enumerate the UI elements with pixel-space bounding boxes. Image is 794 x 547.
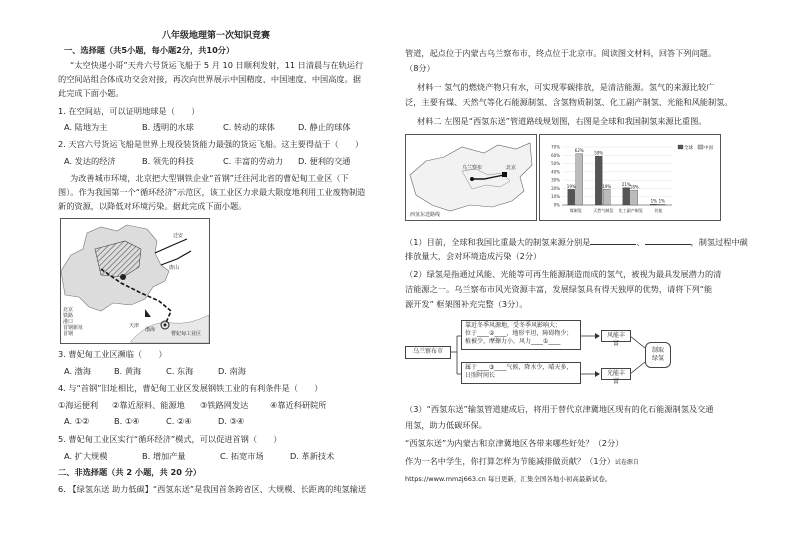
q6-sub3-line-3: “西氢东送”为内蒙古和京津冀地区各带来哪些好处？（2分） (405, 438, 624, 448)
map2-label-end: 北京 (506, 165, 517, 171)
flow-top-line-3: 植被少，摩擦力小，风力____①____ (465, 338, 561, 345)
y-tick-label: 50% (551, 161, 560, 167)
q5-option-d: D. 革新技术 (290, 451, 335, 461)
q6-sub4-note: 试卷源自 (614, 459, 639, 466)
map-label-qianan: 迁安 (173, 233, 184, 239)
bar-value-label: 1% (650, 198, 657, 204)
section-choice-heading: 一、选择题（共5小题，每小题2分，共10分） (64, 45, 235, 55)
legend-swatch (698, 145, 703, 149)
q2-option-b: B. 领先的科技 (142, 156, 194, 166)
bar-value-label: 19% (602, 183, 612, 189)
q2-option-c: C. 丰富的劳动力 (223, 156, 284, 166)
bar (623, 188, 630, 205)
q6-sub2-line-2: 洁能源之一。乌兰察布市风光资源丰富，发展绿氢具有得天独厚的优势，请将下列“能 (405, 284, 713, 294)
bar-value-label: 21% (621, 182, 631, 188)
q5-option-a: A. 扩大规模 (64, 451, 108, 461)
legend-label: 中国 (704, 146, 713, 151)
legend-port: 港口 (63, 319, 74, 325)
energy-development-framework (405, 316, 742, 396)
flow-city-box: 乌兰察布市 (405, 346, 451, 359)
q1-option-a: A. 陆地为主 (64, 122, 108, 132)
q4-option-d: D. ③④ (218, 416, 245, 426)
q6-sub2-line-3: 源开发” 框架图补充完整（3分）。 (405, 299, 528, 309)
flow-top-line-1: 靠近冬季风源地，受冬季风影响大； (465, 322, 562, 329)
map-label-tangshan: 唐山 (169, 265, 180, 271)
map-legend (63, 307, 97, 337)
flow-end-box (645, 342, 671, 368)
flow-end-line-2: 绿氢 (651, 355, 664, 362)
q6-cont-line-1: 管道，起点位于内蒙古乌兰察布市，终点位于北京市。阅读图文材料，回答下列问题。 (405, 48, 717, 58)
q6-sub1-line-2: 排放量大，会对环境造成污染（2分） (405, 251, 542, 261)
intro-line-1: “太空快递小哥”天舟六号货运飞船于 5 月 10 日顺利发射，11 日清晨与在轨运行 (70, 60, 364, 70)
q4-option-b: B. ①④ (114, 416, 140, 426)
legend-new-site: 首钢新址 (63, 325, 84, 331)
q1-option-b: B. 透明的水球 (142, 122, 194, 132)
pipeline-map-drawing (406, 135, 536, 220)
legend-railway: 铁路 (63, 313, 74, 319)
y-tick-label: 40% (551, 169, 560, 175)
q4-statement-1: ①海运便利 (58, 400, 99, 410)
bar-value-label: 19% (566, 183, 576, 189)
hydrogen-source-chart (539, 134, 721, 221)
question-2: 2. 天宫六号货运飞船是世界上现役装货能力最强的货运飞船。这主要得益于（ ） (58, 139, 364, 149)
question-1: 1. 在空间站，可以证明地球是（ ） (58, 106, 200, 116)
q4-option-c: C. ②④ (166, 416, 192, 426)
bar-value-label: 62% (574, 148, 584, 154)
material-2: 材料二 左图是“西氢东送”管道路线规划图，右图是全球和我国制氢来源比重图。 (417, 116, 707, 126)
flow-top-line-2: 位于____②____，地形平坦，障碍物少； (465, 330, 573, 337)
q3-option-d: D. 南海 (218, 366, 246, 376)
q6-sub4 (405, 456, 639, 468)
map-label-bohai: 渤海 (145, 327, 156, 333)
bar (658, 204, 665, 205)
y-tick-label: 10% (551, 194, 560, 200)
material-1-line-2: 泛，主要有煤、天然气等化石能源制氢、含氢物质制氢、化工副产制氢、光能和风能制氢。 (405, 97, 733, 107)
bar (603, 189, 610, 205)
section-nonchoice-heading: 二、非选择题（共 2 小题，共 20 分） (58, 467, 202, 477)
map-label-caofeidian: 曹妃甸工业区 (171, 331, 202, 337)
y-tick-label: 60% (551, 152, 560, 158)
q6-sub2-line-1: （2）绿氢是指通过风能、光能等可再生能源制造而成的氢气，被视为最具发展潜力的清 (405, 269, 722, 279)
q6-sub1-text: （1）目前，全球和我国比重最大的制氢来源分别是 (405, 237, 591, 247)
q4-statement-2: ②靠近原料、能源地 (112, 400, 185, 410)
q6-sub1-tail: ，制氢过程中碳 (690, 237, 748, 247)
legend-shougang: 首钢 (63, 331, 74, 337)
bar (576, 154, 583, 205)
intro2-line-1: 为改善城市环境，北京把大型钢铁企业“首钢”迁往河北省的曹妃甸工业区（下 (70, 173, 349, 183)
pipeline-route-map (405, 134, 537, 221)
q6-cont-line-2: （8分） (405, 63, 435, 73)
intro-line-3: 此完成下面小题。 (58, 88, 124, 98)
q6-sub4-text: 作为一名中学生，你打算怎样为节能减排做贡献？（1分） (405, 456, 615, 466)
q3-option-a: A. 渤海 (64, 366, 92, 376)
page-footer: https://www.mmzj663.cn 每日更新，汇集全国各地小初高最新试卷。 (405, 475, 612, 483)
bar (631, 190, 638, 205)
category-label: 其他 (654, 208, 663, 213)
q4-statement-4: ④靠近科研院所 (270, 400, 327, 410)
category-label: 化工副产制氢 (618, 208, 643, 213)
q2-option-a: A. 发达的经济 (64, 156, 116, 166)
flow-top-box (461, 320, 581, 350)
map2-caption: 西氢东送路线 (410, 212, 441, 218)
legend-label: 全球 (684, 146, 693, 151)
bar-value-label: 1% (658, 198, 665, 204)
q6-sub3-line-1: （3）“西氢东送”输氢管道建成后，将用于替代京津冀地区现有的化石能源制氢及交通 (405, 404, 714, 414)
answer-blank-2[interactable] (645, 236, 691, 245)
q5-option-b: B. 增加产量 (142, 451, 186, 461)
y-tick-label: 0% (553, 202, 560, 208)
y-tick-label: 30% (551, 177, 560, 183)
bar-value-label: 59% (594, 150, 604, 156)
intro2-line-2: 图）。作为我国第一个“循环经济”示范区，该工业区力求最大限度地利用工业废物制造 (58, 187, 366, 197)
caofeidian-map (60, 218, 210, 344)
flow-wind-result: 风能丰富 (601, 330, 631, 342)
legend-swatch (678, 145, 683, 149)
q6-sub3-line-2: 用氢，助力低碳环保。 (405, 420, 487, 430)
flow-bottom-line-2: 日照时间长 (465, 372, 496, 379)
intro-line-2: 的空间站组合体成功交会对接，再次向世界展示中国精度、中国速度、中国高度。据 (58, 74, 361, 84)
flow-bottom-box (461, 362, 581, 384)
material-1-line-1: 材料一 氢气的燃烧产物只有水，可实现零碳排放，是清洁能源。氢气的来源比较广 (417, 82, 715, 92)
bar (595, 156, 602, 205)
bar-value-label: 18% (629, 184, 639, 190)
q4-option-a: A. ①② (64, 416, 90, 426)
y-tick-label: 20% (551, 185, 560, 191)
q1-option-c: C. 转动的球体 (223, 122, 275, 132)
flow-solar-result: 光能丰富 (601, 368, 631, 380)
legend-beijing: 北京 (63, 307, 74, 313)
page-title: 八年级地理第一次知识竞赛 (162, 31, 271, 41)
q1-option-d: D. 静止的球体 (298, 122, 351, 132)
q3-option-c: C. 东海 (166, 366, 194, 376)
category-label: 煤制氢 (569, 208, 582, 213)
map2-label-start: 乌兰察布 (462, 165, 483, 171)
q6-sub1: （1）目前，全球和我国比重最大的制氢来源分别是 、 ，制氢过程中碳 (405, 237, 748, 247)
flow-end-line-1: 制取 (651, 347, 664, 354)
flow-bottom-line-1: 属于____③____气候，降水少，晴天多， (465, 364, 573, 371)
q5-option-c: C. 拓宽市场 (220, 451, 264, 461)
question-6: 6. 【绿氢东送 助力低碳】“西氢东送”是我国首条跨省区、大规模、长距离的纯氢输送 (58, 484, 367, 494)
q2-option-d: D. 便利的交通 (298, 156, 351, 166)
chart-canvas (540, 135, 720, 220)
answer-blank-1[interactable] (590, 236, 636, 245)
question-5: 5. 曹妃甸工业区实行“循环经济”模式，可以促进首钢（ ） (58, 434, 282, 444)
category-label: 天然气制氢 (593, 208, 614, 213)
question-3: 3. 曹妃甸工业区濒临（ ） (58, 349, 167, 359)
bar (568, 189, 575, 205)
y-tick-label: 70% (551, 144, 560, 150)
q4-statement-3: ③铁路网发达 (200, 400, 249, 410)
intro2-line-3: 新的资源，以降低对环境污染。据此完成下面小题。 (58, 201, 247, 211)
map-label-tianjin: 天津 (129, 323, 140, 329)
bar (650, 204, 657, 205)
question-4: 4. 与“首钢”旧址相比，曹妃甸工业区发展钢铁工业的有利条件是（ ） (58, 383, 323, 393)
q3-option-b: B. 黄海 (114, 366, 142, 376)
